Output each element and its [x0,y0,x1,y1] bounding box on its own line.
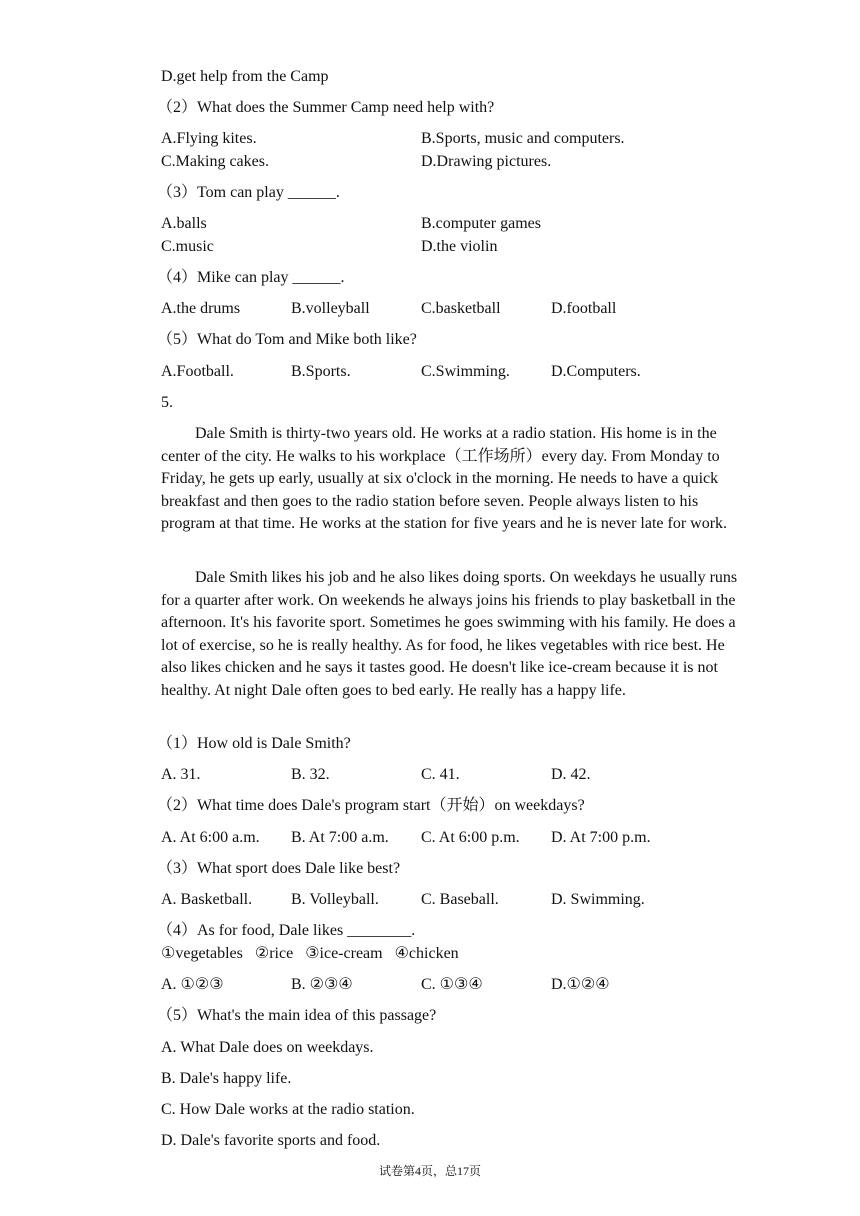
option-b: B.computer games [421,215,541,232]
option-line: D.get help from the Camp [161,68,329,85]
question-3: （3）What sport does Dale like best? [157,860,401,877]
option-d: D.Drawing pictures. [421,153,552,170]
question-1: （1）How old is Dale Smith? [157,735,351,752]
option-d: D. 42. [551,766,591,783]
option-a: A. 31. [161,766,201,783]
option-c: C. How Dale works at the radio station. [161,1101,415,1118]
option-a: A. ①②③ [161,976,224,993]
option-b: B. ②③④ [291,976,353,993]
option-a: A. At 6:00 a.m. [161,829,260,846]
option-a: A. Basketball. [161,891,253,908]
option-b: B. At 7:00 a.m. [291,829,389,846]
option-a: A.Football. [161,363,234,380]
page-footer: 试卷第4页，总17页 [378,1164,481,1178]
question-4: （4）As for food, Dale likes ________. [157,922,416,939]
option-b: B.Sports. [291,363,351,380]
option-d: D.football [551,300,617,317]
option-c: C. ①③④ [421,976,483,993]
option-b: B. Dale's happy life. [161,1070,292,1087]
question-5: （5）What's the main idea of this passage? [157,1007,437,1024]
option-a: A. What Dale does on weekdays. [161,1039,374,1056]
option-b: B.Sports, music and computers. [421,130,625,147]
option-a: A.the drums [161,300,241,317]
paragraph-text: Dale Smith likes his job and he also likes doing sports. On weekdays he usually runs for a quarter after work. On weekends he always joins his friends to play basketball in the afternoon. It's his favorite sport. Sometimes he goes swimming with his family. He does a lot of exercise, so he is really healthy. As for food, he likes vegetables with rice best. He also likes chicken and he says it tastes good. He doesn't like ice-cream because it is not healthy. At night Dale often goes to bed early. He really has a happy life. [161,569,738,699]
option-c: C.Making cakes. [161,153,269,170]
option-d: D.the violin [421,238,498,255]
option-c: C.music [161,238,214,255]
option-d: D. Dale's favorite sports and food. [161,1132,381,1149]
paragraph-text: Dale Smith is thirty-two years old. He works at a radio station. His home is in the center of the city. He walks to his workplace（工作场所）every day. From Monday to Friday, he gets up early, usually at six o'clock in the morning. He needs to have a quick breakfast and then goes to the radio station before seven. People always listen to his program at that time. He works at the station for five years and he is never late for work. [161,425,728,532]
option-c: C.basketball [421,300,501,317]
passage-paragraph-2 [161,567,739,702]
option-d: D. At 7:00 p.m. [551,829,651,846]
question-5: （5）What do Tom and Mike both like? [157,331,417,348]
option-c: C. At 6:00 p.m. [421,829,520,846]
question-4: （4）Mike can play ______. [157,269,345,286]
question-2: （2）What does the Summer Camp need help with? [157,99,495,116]
option-d: D. Swimming. [551,891,645,908]
option-a: A.balls [161,215,207,232]
option-c: C. 41. [421,766,460,783]
passage-paragraph-1 [161,423,739,536]
option-b: B.volleyball [291,300,370,317]
option-a: A.Flying kites. [161,130,257,147]
option-b: B. 32. [291,766,330,783]
option-d: D.Computers. [551,363,641,380]
option-c: C.Swimming. [421,363,510,380]
option-c: C. Baseball. [421,891,499,908]
question-number: 5. [161,394,173,411]
question-3: （3）Tom can play ______. [157,184,340,201]
option-d: D.①②④ [551,976,610,993]
question-2: （2）What time does Dale's program start（开始）on weekdays? [157,797,585,814]
food-list: ①vegetables ②rice ③ice-cream ④chicken [161,945,459,962]
option-b: B. Volleyball. [291,891,379,908]
